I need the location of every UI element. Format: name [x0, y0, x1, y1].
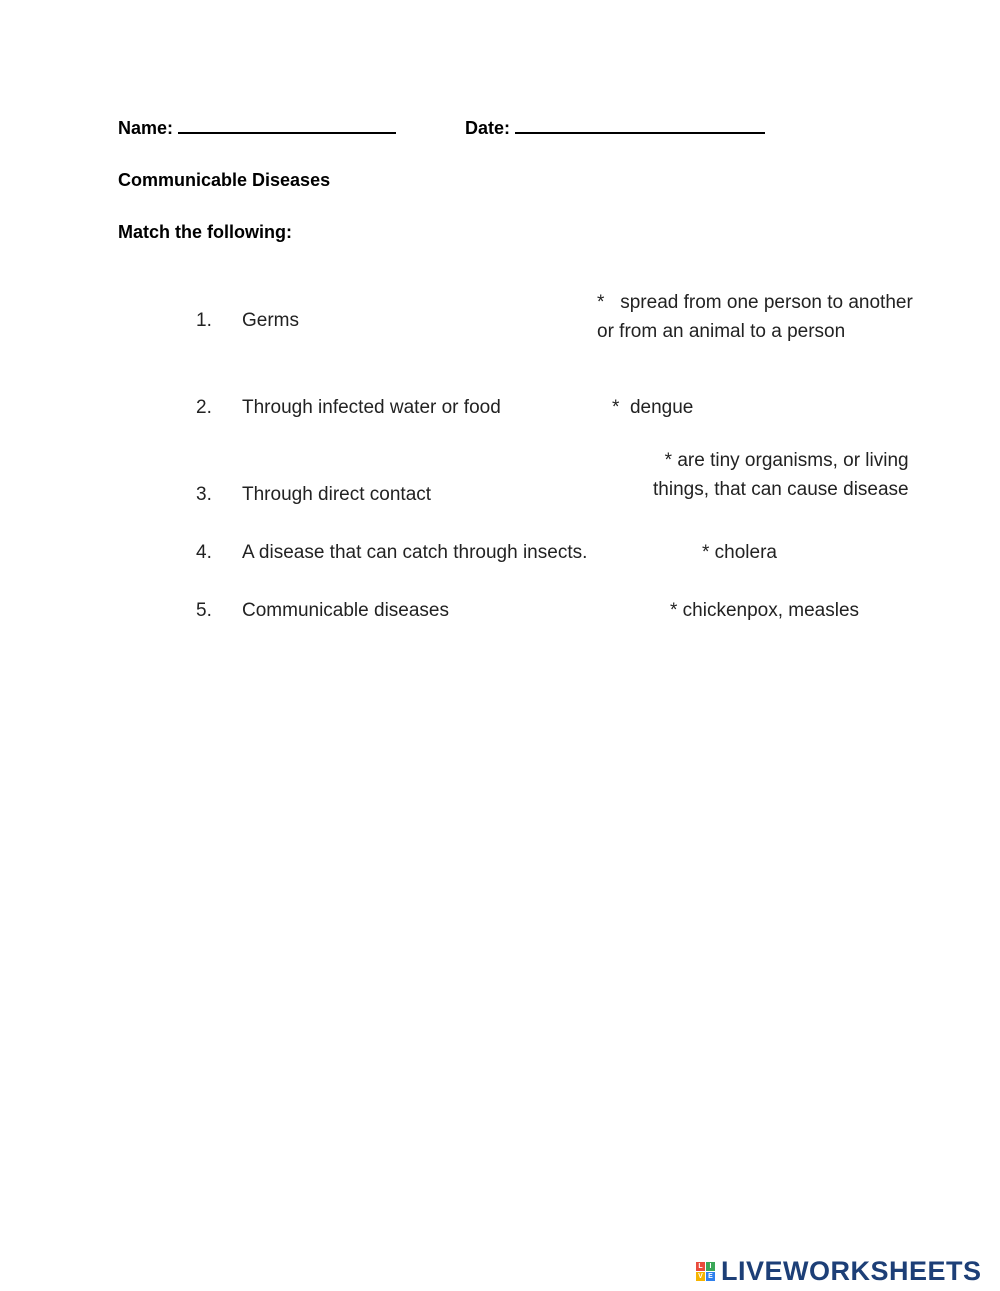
answer-option[interactable]: * are tiny organisms, or living things, that can cause disease	[653, 450, 909, 500]
question-text: Germs	[242, 310, 299, 331]
worksheet-title: Communicable Diseases	[118, 170, 331, 190]
question-text: A disease that can catch through insects.	[242, 542, 588, 563]
logo-cube: V	[696, 1272, 705, 1281]
date-blank-line[interactable]	[515, 118, 765, 134]
name-blank-line[interactable]	[178, 118, 396, 134]
answer-option[interactable]: * chickenpox, measles	[670, 600, 860, 621]
question-number: 2.	[196, 397, 212, 418]
name-label: Name:	[118, 118, 174, 138]
question-number: 5.	[196, 600, 212, 621]
question-number: 4.	[196, 542, 212, 563]
brand-name: LIVEWORKSHEETS	[721, 1255, 982, 1286]
date-field[interactable]	[465, 118, 765, 139]
name-field[interactable]	[118, 118, 396, 139]
instruction: Match the following:	[118, 222, 292, 242]
question-text: Through infected water or food	[242, 397, 501, 418]
question-text: Communicable diseases	[242, 600, 449, 621]
logo-cube: L	[696, 1262, 705, 1271]
question-text: Through direct contact	[242, 484, 432, 505]
answer-option[interactable]: * dengue	[612, 397, 694, 418]
question-number: 3.	[196, 484, 212, 505]
logo-cube: I	[706, 1262, 715, 1271]
logo-cube: E	[706, 1272, 715, 1281]
answer-option[interactable]: * cholera	[702, 542, 777, 563]
answer-option[interactable]: * spread from one person to another or from an animal to a person	[597, 292, 913, 342]
liveworksheets-logo	[696, 1256, 982, 1286]
question-number: 1.	[196, 310, 212, 331]
date-label: Date:	[465, 118, 511, 138]
logo-cubes-icon	[696, 1262, 715, 1281]
